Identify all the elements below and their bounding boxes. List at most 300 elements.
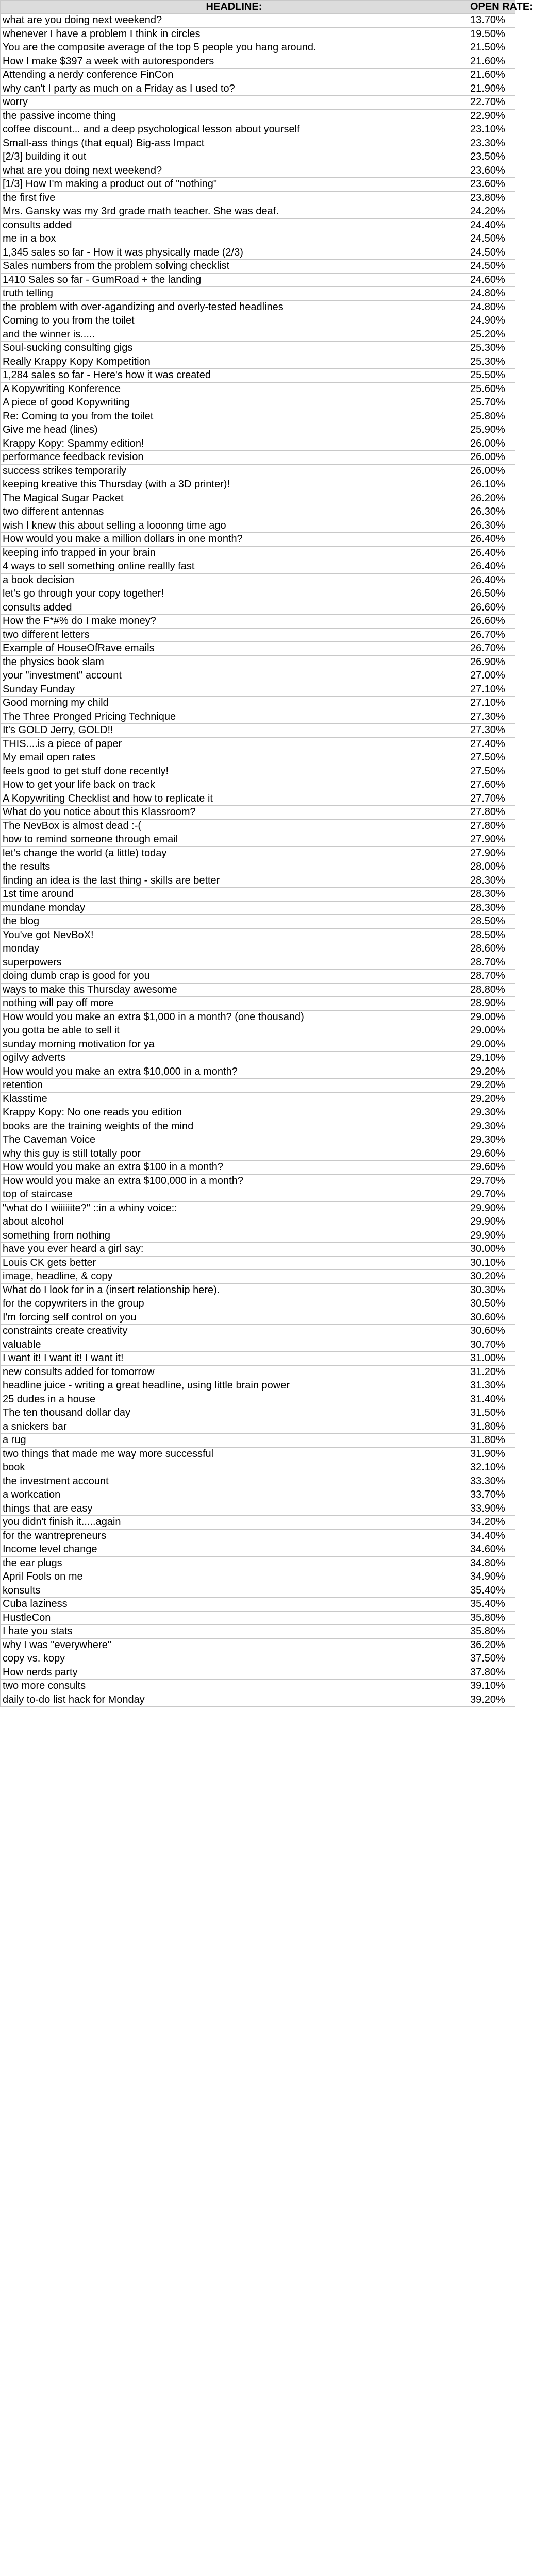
- open-rate-cell[interactable]: 30.60%: [468, 1325, 515, 1338]
- open-rate-cell[interactable]: 26.90%: [468, 655, 515, 669]
- table-row: [1, 792, 515, 806]
- table-row: [1, 1461, 515, 1475]
- open-rate-cell[interactable]: 26.30%: [468, 505, 515, 519]
- open-rate-cell[interactable]: 21.50%: [468, 41, 515, 55]
- headline-cell[interactable]: 1,345 sales so far - How it was physically made (2/3): [1, 246, 468, 260]
- open-rate-cell[interactable]: 27.00%: [468, 669, 515, 683]
- headline-cell[interactable]: 1st time around: [1, 888, 468, 902]
- open-rate-cell[interactable]: 25.20%: [468, 328, 515, 342]
- headline-cell[interactable]: I want it! I want it! I want it!: [1, 1352, 468, 1366]
- headline-cell[interactable]: ogilvy adverts: [1, 1052, 468, 1065]
- open-rate-cell[interactable]: 30.10%: [468, 1256, 515, 1270]
- open-rate-cell[interactable]: 30.60%: [468, 1311, 515, 1325]
- headline-cell[interactable]: The Magical Sugar Packet: [1, 492, 468, 505]
- headline-cell[interactable]: Income level change: [1, 1543, 468, 1557]
- table-row: [1, 260, 515, 274]
- open-rate-cell[interactable]: 31.90%: [468, 1447, 515, 1461]
- headline-cell[interactable]: your "investment" account: [1, 669, 468, 683]
- open-rate-cell[interactable]: 24.80%: [468, 300, 515, 314]
- headline-cell[interactable]: the physics book slam: [1, 655, 468, 669]
- headline-cell[interactable]: for the wantrepreneurs: [1, 1529, 468, 1543]
- headline-cell[interactable]: A Kopywriting Checklist and how to replicate it: [1, 792, 468, 806]
- headline-cell[interactable]: consults added: [1, 601, 468, 615]
- open-rate-cell[interactable]: 29.20%: [468, 1092, 515, 1106]
- table-row: [1, 1611, 515, 1625]
- table-row: [1, 1052, 515, 1065]
- table-row: [1, 246, 515, 260]
- open-rate-cell[interactable]: 28.80%: [468, 983, 515, 997]
- table-row: [1, 1475, 515, 1488]
- headline-cell[interactable]: book: [1, 1461, 468, 1475]
- open-rate-cell[interactable]: 29.10%: [468, 1052, 515, 1065]
- headline-cell[interactable]: the blog: [1, 915, 468, 929]
- open-rate-cell[interactable]: 22.90%: [468, 109, 515, 123]
- table-row: [1, 1297, 515, 1311]
- open-rate-cell[interactable]: 25.80%: [468, 410, 515, 423]
- headline-cell[interactable]: How would you make a million dollars in one month?: [1, 533, 468, 547]
- headline-cell[interactable]: HustleCon: [1, 1611, 468, 1625]
- headline-cell[interactable]: Re: Coming to you from the toilet: [1, 410, 468, 423]
- table-row: [1, 778, 515, 792]
- headline-cell[interactable]: 1410 Sales so far - GumRoad + the landing: [1, 273, 468, 287]
- headline-cell[interactable]: the first five: [1, 191, 468, 205]
- open-rate-cell[interactable]: 29.30%: [468, 1133, 515, 1147]
- open-rate-cell[interactable]: 24.40%: [468, 218, 515, 232]
- open-rate-cell[interactable]: 35.40%: [468, 1598, 515, 1612]
- headline-cell[interactable]: My email open rates: [1, 751, 468, 765]
- open-rate-cell[interactable]: 26.40%: [468, 560, 515, 574]
- open-rate-cell[interactable]: 31.20%: [468, 1365, 515, 1379]
- table-row: [1, 915, 515, 929]
- open-rate-cell[interactable]: 27.50%: [468, 765, 515, 778]
- headline-cell[interactable]: feels good to get stuff done recently!: [1, 765, 468, 778]
- open-rate-cell[interactable]: 27.10%: [468, 683, 515, 697]
- headline-cell[interactable]: Coming to you from the toilet: [1, 314, 468, 328]
- headline-cell[interactable]: the passive income thing: [1, 109, 468, 123]
- table-row: [1, 1420, 515, 1434]
- open-rate-cell[interactable]: 23.60%: [468, 164, 515, 178]
- open-rate-cell[interactable]: 25.60%: [468, 382, 515, 396]
- table-row: [1, 178, 515, 192]
- open-rate-cell[interactable]: 34.90%: [468, 1570, 515, 1584]
- open-rate-cell[interactable]: 26.30%: [468, 519, 515, 533]
- table-row: [1, 41, 515, 55]
- open-rate-cell[interactable]: 30.30%: [468, 1283, 515, 1297]
- headline-cell[interactable]: You've got NevBoX!: [1, 928, 468, 942]
- open-rate-cell[interactable]: 27.90%: [468, 846, 515, 860]
- headline-column-header[interactable]: HEADLINE:: [1, 1, 468, 14]
- open-rate-cell[interactable]: 23.10%: [468, 123, 515, 137]
- headline-cell[interactable]: a rug: [1, 1434, 468, 1448]
- headline-cell[interactable]: How would you make an extra $100,000 in a month?: [1, 1174, 468, 1188]
- headline-cell[interactable]: ways to make this Thursday awesome: [1, 983, 468, 997]
- table-row: [1, 1243, 515, 1257]
- open-rate-cell[interactable]: 35.80%: [468, 1611, 515, 1625]
- headline-cell[interactable]: nothing will pay off more: [1, 997, 468, 1011]
- headline-cell[interactable]: why can't I party as much on a Friday as I used to?: [1, 82, 468, 96]
- headline-cell[interactable]: [2/3] building it out: [1, 150, 468, 164]
- open-rate-cell[interactable]: 30.50%: [468, 1297, 515, 1311]
- open-rate-cell[interactable]: 29.70%: [468, 1188, 515, 1202]
- table-row: [1, 1352, 515, 1366]
- open-rate-cell[interactable]: 28.30%: [468, 901, 515, 915]
- headline-cell[interactable]: you didn't finish it.....again: [1, 1516, 468, 1530]
- table-row: [1, 355, 515, 369]
- headline-cell[interactable]: Good morning my child: [1, 697, 468, 710]
- open-rate-cell[interactable]: 29.90%: [468, 1201, 515, 1215]
- headline-cell[interactable]: April Fools on me: [1, 1570, 468, 1584]
- open-rate-cell[interactable]: 28.30%: [468, 874, 515, 888]
- open-rate-cell[interactable]: 26.00%: [468, 464, 515, 478]
- headline-cell[interactable]: why I was "everywhere": [1, 1638, 468, 1652]
- headline-cell[interactable]: consults added: [1, 218, 468, 232]
- headline-cell[interactable]: How would you make an extra $1,000 in a month? (one thousand): [1, 1010, 468, 1024]
- open-rate-cell[interactable]: 36.20%: [468, 1638, 515, 1652]
- open-rate-cell[interactable]: 32.10%: [468, 1461, 515, 1475]
- open-rate-cell[interactable]: 34.20%: [468, 1516, 515, 1530]
- headline-cell[interactable]: Example of HouseOfRave emails: [1, 642, 468, 656]
- headline-cell[interactable]: How nerds party: [1, 1666, 468, 1680]
- open-rate-cell[interactable]: 30.70%: [468, 1338, 515, 1352]
- headline-cell[interactable]: How would you make an extra $100 in a month?: [1, 1161, 468, 1175]
- open-rate-column-header[interactable]: OPEN RATE:: [468, 1, 515, 14]
- open-rate-cell[interactable]: 27.30%: [468, 710, 515, 724]
- open-rate-cell[interactable]: 21.60%: [468, 55, 515, 69]
- open-rate-cell[interactable]: 34.80%: [468, 1556, 515, 1570]
- headline-cell[interactable]: let's change the world (a little) today: [1, 846, 468, 860]
- open-rate-cell[interactable]: 29.20%: [468, 1079, 515, 1093]
- table-row: [1, 1092, 515, 1106]
- table-row: [1, 1338, 515, 1352]
- headline-cell[interactable]: headline juice - writing a great headline, using little brain power: [1, 1379, 468, 1393]
- headline-cell[interactable]: keeping info trapped in your brain: [1, 546, 468, 560]
- open-rate-cell[interactable]: 27.80%: [468, 819, 515, 833]
- headline-cell[interactable]: How to get your life back on track: [1, 778, 468, 792]
- headline-cell[interactable]: Really Krappy Kopy Kompetition: [1, 355, 468, 369]
- headline-cell[interactable]: constraints create creativity: [1, 1325, 468, 1338]
- table-row: [1, 273, 515, 287]
- headline-cell[interactable]: have you ever heard a girl say:: [1, 1243, 468, 1257]
- headline-cell[interactable]: about alcohol: [1, 1215, 468, 1229]
- open-rate-cell[interactable]: 26.60%: [468, 601, 515, 615]
- headline-cell[interactable]: the problem with over-agandizing and overly-tested headlines: [1, 300, 468, 314]
- headline-cell[interactable]: what are you doing next weekend?: [1, 14, 468, 28]
- table-row: [1, 1024, 515, 1038]
- headline-cell[interactable]: Sales numbers from the problem solving checklist: [1, 260, 468, 274]
- headline-cell[interactable]: What do you notice about this Klassroom?: [1, 806, 468, 820]
- open-rate-cell[interactable]: 33.30%: [468, 1475, 515, 1488]
- open-rate-cell[interactable]: 33.70%: [468, 1488, 515, 1502]
- headline-cell[interactable]: A piece of good Kopywriting: [1, 396, 468, 410]
- table-row: [1, 218, 515, 232]
- table-row: [1, 1283, 515, 1297]
- table-row: [1, 1379, 515, 1393]
- table-row: [1, 69, 515, 82]
- open-rate-cell[interactable]: 29.00%: [468, 1038, 515, 1052]
- open-rate-cell[interactable]: 24.90%: [468, 314, 515, 328]
- table-row: [1, 205, 515, 219]
- open-rate-cell[interactable]: 28.30%: [468, 888, 515, 902]
- headline-cell[interactable]: Sunday Funday: [1, 683, 468, 697]
- headline-cell[interactable]: How I make $397 a week with autoresponders: [1, 55, 468, 69]
- table-row: [1, 314, 515, 328]
- headline-cell[interactable]: A Kopywriting Konference: [1, 382, 468, 396]
- headline-cell[interactable]: doing dumb crap is good for you: [1, 970, 468, 984]
- open-rate-cell[interactable]: 31.80%: [468, 1420, 515, 1434]
- open-rate-cell[interactable]: 27.70%: [468, 792, 515, 806]
- headline-cell[interactable]: me in a box: [1, 232, 468, 246]
- open-rate-cell[interactable]: 26.40%: [468, 573, 515, 587]
- open-rate-cell[interactable]: 26.10%: [468, 478, 515, 492]
- table-row: [1, 1147, 515, 1161]
- open-rate-cell[interactable]: 35.80%: [468, 1625, 515, 1639]
- open-rate-cell[interactable]: 28.70%: [468, 956, 515, 970]
- headline-cell[interactable]: copy vs. kopy: [1, 1652, 468, 1666]
- open-rate-cell[interactable]: 23.30%: [468, 137, 515, 150]
- headline-cell[interactable]: What do I look for in a (insert relationship here).: [1, 1283, 468, 1297]
- headline-cell[interactable]: worry: [1, 96, 468, 110]
- open-rate-cell[interactable]: 29.60%: [468, 1161, 515, 1175]
- open-rate-cell[interactable]: 30.00%: [468, 1243, 515, 1257]
- headline-cell[interactable]: How would you make an extra $10,000 in a month?: [1, 1065, 468, 1079]
- open-rate-cell[interactable]: 26.00%: [468, 451, 515, 465]
- open-rate-cell[interactable]: 27.60%: [468, 778, 515, 792]
- open-rate-cell[interactable]: 39.10%: [468, 1680, 515, 1693]
- headline-cell[interactable]: for the copywriters in the group: [1, 1297, 468, 1311]
- open-rate-cell[interactable]: 26.70%: [468, 628, 515, 642]
- open-rate-cell[interactable]: 31.30%: [468, 1379, 515, 1393]
- table-row: [1, 642, 515, 656]
- headline-cell[interactable]: The Caveman Voice: [1, 1133, 468, 1147]
- headline-cell[interactable]: and the winner is.....: [1, 328, 468, 342]
- open-rate-cell[interactable]: 29.90%: [468, 1229, 515, 1243]
- open-rate-cell[interactable]: 22.70%: [468, 96, 515, 110]
- headline-cell[interactable]: something from nothing: [1, 1229, 468, 1243]
- table-row: [1, 1680, 515, 1693]
- headline-cell[interactable]: how to remind someone through email: [1, 833, 468, 847]
- headline-cell[interactable]: Krappy Kopy: No one reads you edition: [1, 1106, 468, 1120]
- headline-cell[interactable]: I'm forcing self control on you: [1, 1311, 468, 1325]
- headline-cell[interactable]: a snickers bar: [1, 1420, 468, 1434]
- headline-cell[interactable]: two more consults: [1, 1680, 468, 1693]
- open-rate-cell[interactable]: 28.50%: [468, 928, 515, 942]
- headline-cell[interactable]: Cuba laziness: [1, 1598, 468, 1612]
- open-rate-cell[interactable]: 27.40%: [468, 737, 515, 751]
- headline-cell[interactable]: things that are easy: [1, 1502, 468, 1516]
- open-rate-cell[interactable]: 25.70%: [468, 396, 515, 410]
- table-row: [1, 806, 515, 820]
- headline-cell[interactable]: superpowers: [1, 956, 468, 970]
- open-rate-cell[interactable]: 31.50%: [468, 1406, 515, 1420]
- table-row: [1, 669, 515, 683]
- open-rate-cell[interactable]: 31.80%: [468, 1434, 515, 1448]
- headline-cell[interactable]: konsults: [1, 1584, 468, 1598]
- table-row: [1, 901, 515, 915]
- headline-cell[interactable]: mundane monday: [1, 901, 468, 915]
- headline-cell[interactable]: finding an idea is the last thing - skills are better: [1, 874, 468, 888]
- headline-cell[interactable]: whenever I have a problem I think in circles: [1, 27, 468, 41]
- headline-cell[interactable]: daily to-do list hack for Monday: [1, 1693, 468, 1707]
- headline-cell[interactable]: How the F*#% do I make money?: [1, 615, 468, 629]
- headline-cell[interactable]: keeping kreative this Thursday (with a 3D printer)!: [1, 478, 468, 492]
- open-rate-cell[interactable]: 35.40%: [468, 1584, 515, 1598]
- headline-cell[interactable]: The NevBox is almost dead :-(: [1, 819, 468, 833]
- open-rate-cell[interactable]: 24.80%: [468, 287, 515, 301]
- headline-cell[interactable]: Klasstime: [1, 1092, 468, 1106]
- open-rate-cell[interactable]: 28.70%: [468, 970, 515, 984]
- open-rate-cell[interactable]: 29.30%: [468, 1106, 515, 1120]
- table-row: [1, 737, 515, 751]
- headline-cell[interactable]: 4 ways to sell something online reallly fast: [1, 560, 468, 574]
- headline-cell[interactable]: "what do I wiiiiiite?" ::in a whiny voice::: [1, 1201, 468, 1215]
- open-rate-cell[interactable]: 25.30%: [468, 342, 515, 355]
- headline-cell[interactable]: the ear plugs: [1, 1556, 468, 1570]
- headline-cell[interactable]: two different antennas: [1, 505, 468, 519]
- open-rate-cell[interactable]: 30.20%: [468, 1270, 515, 1284]
- table-row: [1, 150, 515, 164]
- open-rate-cell[interactable]: 29.00%: [468, 1010, 515, 1024]
- headline-cell[interactable]: what are you doing next weekend?: [1, 164, 468, 178]
- headline-cell[interactable]: Small-ass things (that equal) Big-ass Impact: [1, 137, 468, 150]
- open-rate-cell[interactable]: 24.50%: [468, 232, 515, 246]
- open-rate-cell[interactable]: 23.80%: [468, 191, 515, 205]
- headline-cell[interactable]: two different letters: [1, 628, 468, 642]
- table-row: [1, 96, 515, 110]
- open-rate-cell[interactable]: 24.20%: [468, 205, 515, 219]
- open-rate-cell[interactable]: 31.40%: [468, 1393, 515, 1406]
- table-row: [1, 191, 515, 205]
- open-rate-cell[interactable]: 26.00%: [468, 437, 515, 451]
- open-rate-cell[interactable]: 28.60%: [468, 942, 515, 956]
- open-rate-cell[interactable]: 23.60%: [468, 178, 515, 192]
- open-rate-cell[interactable]: 33.90%: [468, 1502, 515, 1516]
- open-rate-cell[interactable]: 13.70%: [468, 14, 515, 28]
- open-rate-cell[interactable]: 19.50%: [468, 27, 515, 41]
- open-rate-cell[interactable]: 25.30%: [468, 355, 515, 369]
- table-row: [1, 342, 515, 355]
- open-rate-cell[interactable]: 23.50%: [468, 150, 515, 164]
- open-rate-cell[interactable]: 29.90%: [468, 1215, 515, 1229]
- headline-cell[interactable]: the investment account: [1, 1475, 468, 1488]
- open-rate-cell[interactable]: 27.50%: [468, 751, 515, 765]
- headline-cell[interactable]: [1/3] How I'm making a product out of "nothing": [1, 178, 468, 192]
- table-row: [1, 655, 515, 669]
- table-row: [1, 1434, 515, 1448]
- headline-cell[interactable]: wish I knew this about selling a looonng time ago: [1, 519, 468, 533]
- table-row: [1, 164, 515, 178]
- headline-cell[interactable]: You are the composite average of the top 5 people you hang around.: [1, 41, 468, 55]
- headline-cell[interactable]: success strikes temporarily: [1, 464, 468, 478]
- headline-cell[interactable]: top of staircase: [1, 1188, 468, 1202]
- open-rate-cell[interactable]: 24.50%: [468, 260, 515, 274]
- open-rate-cell[interactable]: 28.50%: [468, 915, 515, 929]
- open-rate-cell[interactable]: 34.60%: [468, 1543, 515, 1557]
- open-rate-cell[interactable]: 26.40%: [468, 546, 515, 560]
- headline-cell[interactable]: sunday morning motivation for ya: [1, 1038, 468, 1052]
- open-rate-cell[interactable]: 29.30%: [468, 1120, 515, 1133]
- open-rate-cell[interactable]: 37.50%: [468, 1652, 515, 1666]
- table-row: [1, 724, 515, 738]
- table-row: [1, 437, 515, 451]
- open-rate-cell[interactable]: 29.60%: [468, 1147, 515, 1161]
- open-rate-cell[interactable]: 39.20%: [468, 1693, 515, 1707]
- table-row: [1, 533, 515, 547]
- headline-cell[interactable]: I hate you stats: [1, 1625, 468, 1639]
- open-rate-cell[interactable]: 26.50%: [468, 587, 515, 601]
- open-rate-cell[interactable]: 26.70%: [468, 642, 515, 656]
- open-rate-cell[interactable]: 37.80%: [468, 1666, 515, 1680]
- headline-cell[interactable]: truth telling: [1, 287, 468, 301]
- headline-cell[interactable]: Give me head (lines): [1, 423, 468, 437]
- table-row: [1, 1256, 515, 1270]
- open-rate-cell[interactable]: 26.40%: [468, 533, 515, 547]
- headline-cell[interactable]: Louis CK gets better: [1, 1256, 468, 1270]
- open-rate-cell[interactable]: 26.20%: [468, 492, 515, 505]
- open-rate-cell[interactable]: 27.80%: [468, 806, 515, 820]
- headline-cell[interactable]: THIS....is a piece of paper: [1, 737, 468, 751]
- headline-cell[interactable]: monday: [1, 942, 468, 956]
- headline-cell[interactable]: image, headline, & copy: [1, 1270, 468, 1284]
- open-rate-cell[interactable]: 31.00%: [468, 1352, 515, 1366]
- headline-cell[interactable]: let's go through your copy together!: [1, 587, 468, 601]
- headline-cell[interactable]: It's GOLD Jerry, GOLD!!: [1, 724, 468, 738]
- headline-cell[interactable]: 1,284 sales so far - Here's how it was created: [1, 369, 468, 383]
- table-row: [1, 1638, 515, 1652]
- open-rate-cell[interactable]: 21.90%: [468, 82, 515, 96]
- headline-cell[interactable]: Attending a nerdy conference FinCon: [1, 69, 468, 82]
- open-rate-cell[interactable]: 21.60%: [468, 69, 515, 82]
- headline-cell[interactable]: the results: [1, 860, 468, 874]
- headline-cell[interactable]: The Three Pronged Pricing Technique: [1, 710, 468, 724]
- headline-cell[interactable]: two things that made me way more successful: [1, 1447, 468, 1461]
- headline-cell[interactable]: new consults added for tomorrow: [1, 1365, 468, 1379]
- headline-cell[interactable]: books are the training weights of the mind: [1, 1120, 468, 1133]
- open-rate-cell[interactable]: 25.50%: [468, 369, 515, 383]
- headline-cell[interactable]: why this guy is still totally poor: [1, 1147, 468, 1161]
- open-rate-cell[interactable]: 26.60%: [468, 615, 515, 629]
- headline-cell[interactable]: Mrs. Gansky was my 3rd grade math teacher. She was deaf.: [1, 205, 468, 219]
- table-row: [1, 601, 515, 615]
- open-rate-cell[interactable]: 29.00%: [468, 1024, 515, 1038]
- headline-cell[interactable]: a book decision: [1, 573, 468, 587]
- open-rate-cell[interactable]: 28.00%: [468, 860, 515, 874]
- headline-cell[interactable]: retention: [1, 1079, 468, 1093]
- headline-cell[interactable]: performance feedback revision: [1, 451, 468, 465]
- headline-cell[interactable]: a workcation: [1, 1488, 468, 1502]
- open-rate-cell[interactable]: 29.70%: [468, 1174, 515, 1188]
- open-rate-cell[interactable]: 24.50%: [468, 246, 515, 260]
- open-rate-cell[interactable]: 28.90%: [468, 997, 515, 1011]
- open-rate-cell[interactable]: 27.90%: [468, 833, 515, 847]
- open-rate-cell[interactable]: 29.20%: [468, 1065, 515, 1079]
- open-rate-cell[interactable]: 24.60%: [468, 273, 515, 287]
- headline-cell[interactable]: coffee discount... and a deep psychological lesson about yourself: [1, 123, 468, 137]
- table-row: [1, 109, 515, 123]
- open-rate-cell[interactable]: 34.40%: [468, 1529, 515, 1543]
- headline-cell[interactable]: Soul-sucking consulting gigs: [1, 342, 468, 355]
- table-row: [1, 1120, 515, 1133]
- table-row: [1, 628, 515, 642]
- headline-cell[interactable]: 25 dudes in a house: [1, 1393, 468, 1406]
- open-rate-cell[interactable]: 27.30%: [468, 724, 515, 738]
- headline-cell[interactable]: The ten thousand dollar day: [1, 1406, 468, 1420]
- headline-cell[interactable]: Krappy Kopy: Spammy edition!: [1, 437, 468, 451]
- headline-cell[interactable]: you gotta be able to sell it: [1, 1024, 468, 1038]
- open-rate-cell[interactable]: 25.90%: [468, 423, 515, 437]
- headline-cell[interactable]: valuable: [1, 1338, 468, 1352]
- open-rate-cell[interactable]: 27.10%: [468, 697, 515, 710]
- table-row: [1, 888, 515, 902]
